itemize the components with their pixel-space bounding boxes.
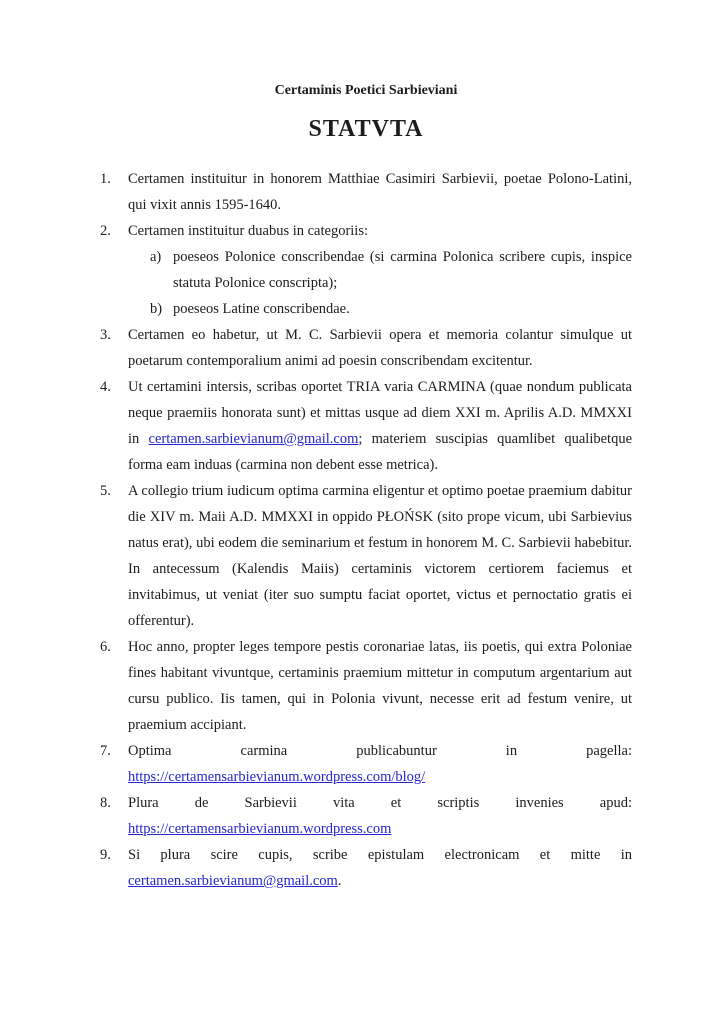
statute-body <box>128 166 632 218</box>
url-link[interactable]: https://certamensarbievianum.wordpress.com <box>128 821 392 837</box>
statute-body <box>128 478 632 634</box>
statute-text: A collegio trium iudicum optima carmina eligentur et optimo poetae praemium dabitur die XIV m. Maii A.D. MMXXI in oppido PŁOŃSK (sito prope vicum, ubi Sarbievius natus erat), ubi eodem die seminarium et festum in honorem M. C. Sarbievii habebitur. In antecessum (Kalendis Maiis) certaminis victorem certiorem faciemus et invitabimus, ut veniat (iter suo sumptu faciat oportet, victus et pernoctatio gratis ei offerentur). <box>128 483 632 629</box>
statute-item <box>100 738 632 790</box>
statute-number: 1. <box>100 171 111 187</box>
statute-text: Certamen eo habetur, ut M. C. Sarbievii opera et memoria colantur simulque ut poetarum contemporalium animi ad poesin conscribendam excitentur. <box>128 327 632 369</box>
statute-number: 8. <box>100 795 111 811</box>
statute-body <box>128 374 632 478</box>
statute-text: Optima carmina publicabuntur in pagella: <box>128 743 632 759</box>
statute-item <box>100 478 632 634</box>
statute-number: 9. <box>100 847 111 863</box>
statute-text: Si plura scire cupis, scribe epistulam electronicam et mitte in <box>128 847 632 863</box>
statute-item <box>100 790 632 842</box>
statute-text: Certamen instituitur in honorem Matthiae Casimiri Sarbievii, poetae Polono-Latini, qui vixit annis 1595-1640. <box>128 171 632 213</box>
statute-body <box>128 218 632 322</box>
statute-item <box>100 166 632 218</box>
statute-number: 3. <box>100 327 111 343</box>
statute-subitem <box>150 296 632 322</box>
statute-body <box>128 790 632 842</box>
page-title: STATVTA <box>308 116 424 142</box>
statute-number: 4. <box>100 379 111 395</box>
statute-item <box>100 374 632 478</box>
statute-item <box>100 842 632 894</box>
statute-body <box>128 322 632 374</box>
statute-text: ; materiem suscipias quamlibet qualibetque forma eam induas (carmina non debent esse metrica). <box>128 431 633 473</box>
statute-body <box>128 738 632 790</box>
statute-body <box>128 634 632 738</box>
statute-text: Ut certamini intersis, scribas oportet TRIA varia CARMINA (quae nondum publicata neque praemiis honorata sunt) et mittas usque ad diem XXI m. Aprilis A.D. MMXXI in <box>128 379 632 447</box>
statute-item <box>100 322 632 374</box>
email-link[interactable]: certamen.sarbievianum@gmail.com <box>148 431 359 447</box>
email-link[interactable]: certamen.sarbievianum@gmail.com <box>128 873 338 889</box>
statutes-list <box>100 166 632 894</box>
subitem-text: poeseos Polonice conscribendae (si carmina Polonica scribere cupis, inspice statuta Polonice conscripta); <box>173 249 632 291</box>
statute-text: Certamen instituitur duabus in categoriis: <box>128 223 369 239</box>
statute-number: 7. <box>100 743 111 759</box>
url-link[interactable]: https://certamensarbievianum.wordpress.com/blog/ <box>128 769 426 785</box>
statute-subitem <box>150 244 632 296</box>
statute-item <box>100 218 632 322</box>
subitem-marker: a) <box>150 249 162 265</box>
subitem-marker: b) <box>150 301 163 317</box>
statute-number: 5. <box>100 483 111 499</box>
document-subtitle: Certaminis Poetici Sarbieviani <box>274 83 458 98</box>
statute-body <box>128 842 632 894</box>
statute-text: . <box>337 873 342 889</box>
statute-number: 6. <box>100 639 111 655</box>
statute-item <box>100 634 632 738</box>
statute-text: Plura de Sarbievii vita et scriptis invenies apud: <box>128 795 632 811</box>
statute-number: 2. <box>100 223 111 239</box>
statute-text: Hoc anno, propter leges tempore pestis coronariae latas, iis poetis, qui extra Poloniae fines habitant vivuntque, certaminis praemium mittetur in computum argentarium aut cursu publico. Iis tamen, qui in Polonia vivunt, necesse erit ad festum venire, ut praemium accipiant. <box>128 639 632 733</box>
subitem-text: poeseos Latine conscribendae. <box>173 301 350 317</box>
